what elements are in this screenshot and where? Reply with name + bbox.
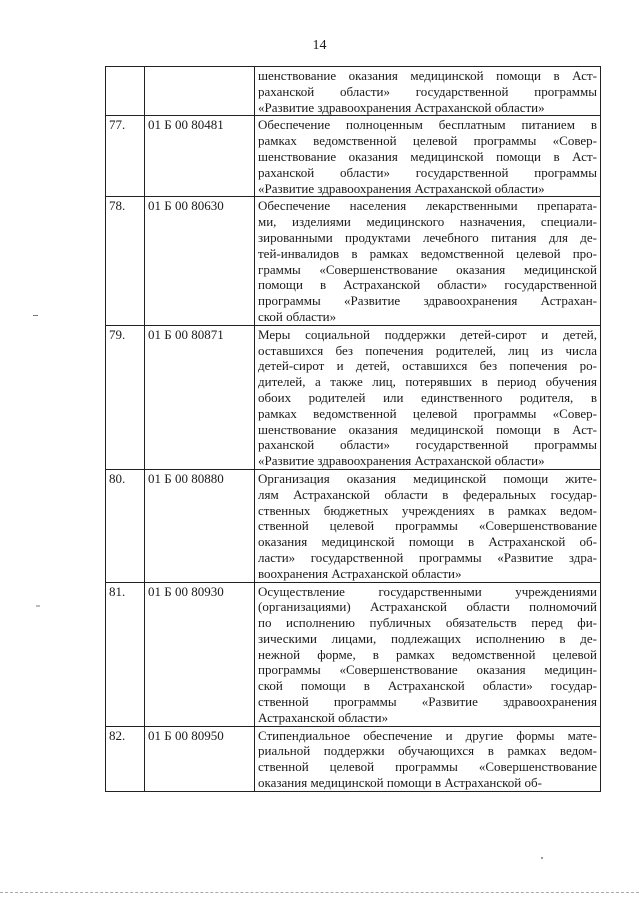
scan-mark: [36, 605, 40, 607]
table-row: [106, 582, 601, 726]
description-line: ласти» государственной программы «Развитие здра-: [258, 549, 597, 565]
description-line: раханской области» государственной программы: [258, 164, 597, 180]
row-number: 82.: [106, 726, 145, 791]
description-line: лям Астраханской области в федеральных государ-: [258, 486, 597, 502]
description-line: оказания медицинской помощи в Астраханской об-: [258, 534, 597, 550]
description-line: Обеспечение населения лекарственными препарата-: [258, 198, 597, 214]
description-line: «Развитие здравоохранения Астраханской области»: [258, 180, 545, 196]
description: [255, 67, 601, 116]
description-line: «Развитие здравоохранения Астраханской области»: [258, 453, 545, 469]
budget-code: 01 Б 00 80950: [145, 726, 255, 791]
description-line: зированными продуктами лечебного питания для де-: [258, 229, 597, 245]
description-line: ственной целевой программы «Совершенствование: [258, 518, 597, 534]
description-line: детей-сирот и детей, оставшихся без попечения ро-: [258, 358, 597, 374]
table-row: [106, 197, 601, 325]
description-line: (организациями) Астраханской области полномочий: [258, 599, 597, 615]
description-line: обоих родителей или единственного родителя, в: [258, 389, 597, 405]
description-line: помощи в Астраханской области» государственной: [258, 277, 597, 293]
table-row: [106, 67, 601, 116]
row-number: 77.: [106, 116, 145, 197]
description-line: нежной форме, в рамках ведомственной целевой: [258, 646, 597, 662]
description-line: ственной целевой программы «Совершенствование: [258, 759, 597, 775]
row-number: 78.: [106, 197, 145, 325]
budget-code: [145, 67, 255, 116]
description-line: программы «Совершенствование оказания медицин-: [258, 662, 597, 678]
budget-code: 01 Б 00 80481: [145, 116, 255, 197]
budget-code: 01 Б 00 80871: [145, 325, 255, 469]
row-number: 80.: [106, 469, 145, 582]
row-number: 81.: [106, 582, 145, 726]
description-line: воохранения Астраханской области»: [258, 565, 462, 581]
description: [255, 726, 601, 791]
description-line: оказания медицинской помощи в Астраханской об-: [258, 775, 542, 791]
scan-mark: [541, 857, 543, 859]
description-line: «Развитие здравоохранения Астраханской области»: [258, 99, 545, 115]
description-line: раханской области» государственной программы: [258, 83, 597, 99]
description: [255, 116, 601, 197]
scan-edge-line: [0, 892, 639, 894]
table-row: [106, 325, 601, 469]
description-line: программы «Развитие здравоохранения Астрахан-: [258, 293, 597, 309]
description: [255, 582, 601, 726]
table-row: [106, 469, 601, 582]
description: [255, 469, 601, 582]
page-number: 14: [312, 38, 327, 53]
description-line: ственной программы «Развитие здравоохранения: [258, 694, 597, 710]
description-line: Стипендиальное обеспечение и другие формы мате-: [258, 727, 597, 743]
description-line: шенствование оказания медицинской помощи в Аст-: [258, 148, 597, 164]
description-line: оставшихся без попечения родителей, лиц из числа: [258, 342, 597, 358]
budget-code: 01 Б 00 80880: [145, 469, 255, 582]
description-line: рамках ведомственной целевой программы «Совер-: [258, 133, 597, 149]
row-number: [106, 67, 145, 116]
description-line: по исполнению публичных обязательств перед фи-: [258, 615, 597, 631]
description-line: Меры социальной поддержки детей-сирот и детей,: [258, 326, 597, 342]
description-line: раханской области» государственной программы: [258, 437, 597, 453]
description-line: шенствование оказания медицинской помощи в Аст-: [258, 68, 597, 83]
description-line: ственных бюджетных учреждениях в рамках ведом-: [258, 502, 597, 518]
description-line: ми, изделиями медицинского назначения, специали-: [258, 214, 597, 230]
table-row: [106, 116, 601, 197]
description: [255, 197, 601, 325]
description-line: Астраханской области»: [258, 709, 389, 725]
description: [255, 325, 601, 469]
budget-code: 01 Б 00 80630: [145, 197, 255, 325]
description-line: Организация оказания медицинской помощи жите-: [258, 470, 597, 486]
row-number: 79.: [106, 325, 145, 469]
budget-code: 01 Б 00 80930: [145, 582, 255, 726]
scan-mark: [33, 315, 38, 316]
table-row: [106, 726, 601, 791]
description-line: граммы «Совершенствование оказания медицинской: [258, 261, 597, 277]
description-line: риальной поддержки обучающихся в рамках ведом-: [258, 743, 597, 759]
description-line: Осуществление государственными учреждениями: [258, 583, 597, 599]
description-line: тей-инвалидов в рамках ведомственной целевой про-: [258, 245, 597, 261]
description-line: Обеспечение полноценным бесплатным питанием в: [258, 117, 597, 133]
description-line: рамках ведомственной целевой программы «Совер-: [258, 405, 597, 421]
description-line: ской области»: [258, 308, 337, 324]
description-line: зическими лицами, подлежащих исполнению в де-: [258, 630, 597, 646]
description-line: дителей, а также лиц, потерявших в период обучения: [258, 374, 597, 390]
description-line: шенствование оказания медицинской помощи в Аст-: [258, 421, 597, 437]
budget-code-table: [105, 66, 601, 792]
description-line: ской помощи в Астраханской области» государ-: [258, 678, 597, 694]
